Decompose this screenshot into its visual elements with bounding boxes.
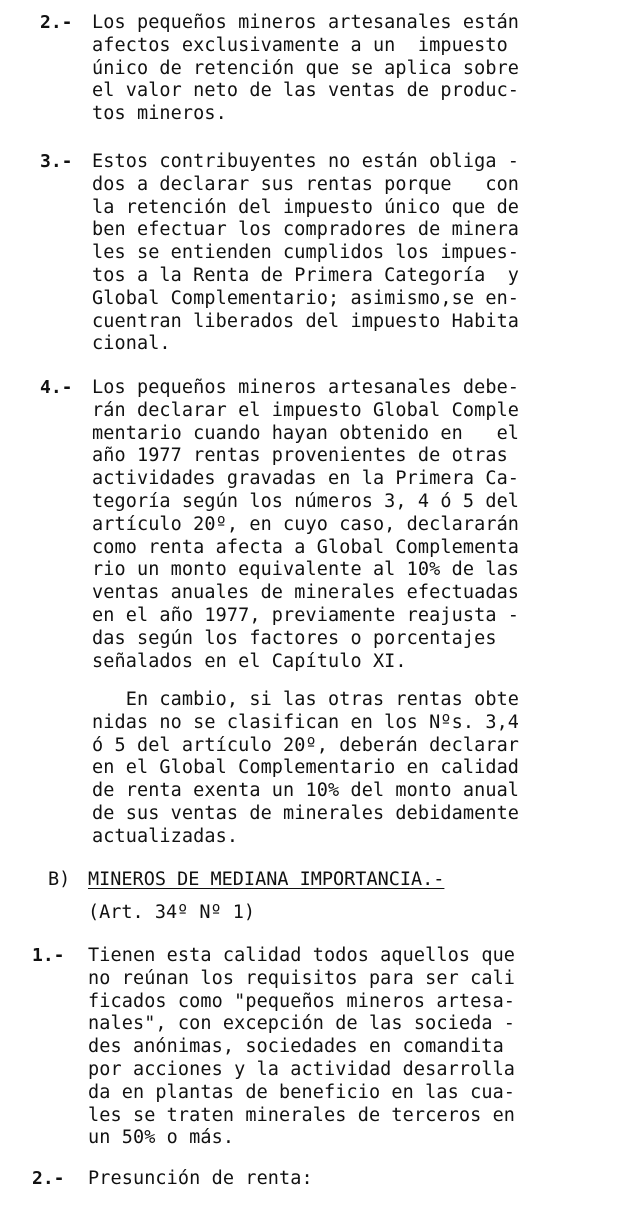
text-line: la retención del impuesto único que de <box>92 196 520 218</box>
text-line: año 1977 rentas provenientes de otras <box>92 445 508 467</box>
text-line: no reúnan los requisitos para ser cali <box>88 967 516 989</box>
item-b2-text <box>88 1168 313 1191</box>
text-line: Tienen esta calidad todos aquellos que <box>88 945 516 966</box>
text-line: en el Global Complementario en calidad <box>92 757 520 779</box>
text-line: Presunción de renta: <box>88 1168 313 1189</box>
text-line: Los pequeños mineros artesanales están <box>92 12 520 33</box>
item-number: 4.- <box>40 377 73 398</box>
section-title: MINEROS DE MEDIANA IMPORTANCIA.- <box>88 869 445 890</box>
text-line: des anónimas, sociedades en comandita <box>88 1036 504 1058</box>
text-line: Estos contribuyentes no están obliga - <box>92 151 520 172</box>
text-line: tos a la Renta de Primera Categoría y <box>92 264 520 286</box>
item-number: 2.- <box>32 1168 65 1189</box>
text-line: cuentran liberados del impuesto Habita <box>92 310 520 332</box>
text-line: actualizadas. <box>92 825 239 847</box>
text-line: ventas anuales de minerales efectuadas <box>92 582 520 604</box>
text-line: cional. <box>92 333 171 355</box>
text-line: mentario cuando hayan obtenido en el <box>92 422 520 444</box>
item-3-text <box>92 151 519 356</box>
paragraph-en-cambio <box>92 689 519 849</box>
item-number: 2.- <box>40 12 73 33</box>
text-line: ó 5 del artículo 20º, deberán declarar <box>92 734 520 756</box>
text-line: nidas no se clasifican en los Nºs. 3,4 <box>92 711 520 733</box>
text-line: como renta afecta a Global Complementa <box>92 536 520 558</box>
text-line: actividades gravadas en la Primera Ca- <box>92 468 520 490</box>
text-line: les se traten minerales de terceros en <box>88 1104 516 1126</box>
text-line: rán declarar el impuesto Global Comple <box>92 399 520 421</box>
text-line: en el año 1977, previamente reajusta - <box>92 604 520 626</box>
text-line: afectos exclusivamente a un impuesto <box>92 34 508 56</box>
text-line: nales", con excepción de las socieda - <box>88 1013 516 1035</box>
item-2-text <box>92 12 519 126</box>
item-number: 3.- <box>40 151 73 172</box>
text-line: ben efectuar los compradores de minera <box>92 219 520 241</box>
text-line: da en plantas de beneficio en las cua- <box>88 1081 516 1103</box>
text-line: único de retención que se aplica sobre <box>92 57 520 79</box>
text-line: de sus ventas de minerales debidamente <box>92 802 520 824</box>
text-line: das según los factores o porcentajes <box>92 627 497 649</box>
text-line: por acciones y la actividad desarrolla <box>88 1058 516 1080</box>
text-line: dos a declarar sus rentas porque con <box>92 173 520 195</box>
section-reference: (Art. 34º Nº 1) <box>88 902 256 923</box>
text-line: artículo 20º, en cuyo caso, declararán <box>92 513 520 535</box>
item-b1-text <box>88 945 515 1150</box>
text-line: rio un monto equivalente al 10% de las <box>92 559 520 581</box>
text-line: ficados como "pequeños mineros artesa- <box>88 990 516 1012</box>
text-line: de renta exenta un 10% del monto anual <box>92 780 520 802</box>
text-line: tegoría según los números 3, 4 ó 5 del <box>92 490 520 512</box>
text-line: tos mineros. <box>92 103 227 125</box>
section-letter: B) <box>48 869 71 890</box>
text-line: les se entienden cumplidos los impues- <box>92 242 520 264</box>
text-line: En cambio, si las otras rentas obte <box>92 689 520 710</box>
text-line: un 50% o más. <box>88 1127 235 1149</box>
text-line: Global Complementario; asimismo,se en- <box>92 287 520 309</box>
text-line: el valor neto de las ventas de produc- <box>92 80 520 102</box>
text-line: señalados en el Capítulo XI. <box>92 650 407 672</box>
item-4-text <box>92 377 519 673</box>
item-number: 1.- <box>32 945 65 966</box>
text-line: Los pequeños mineros artesanales debe- <box>92 377 520 398</box>
